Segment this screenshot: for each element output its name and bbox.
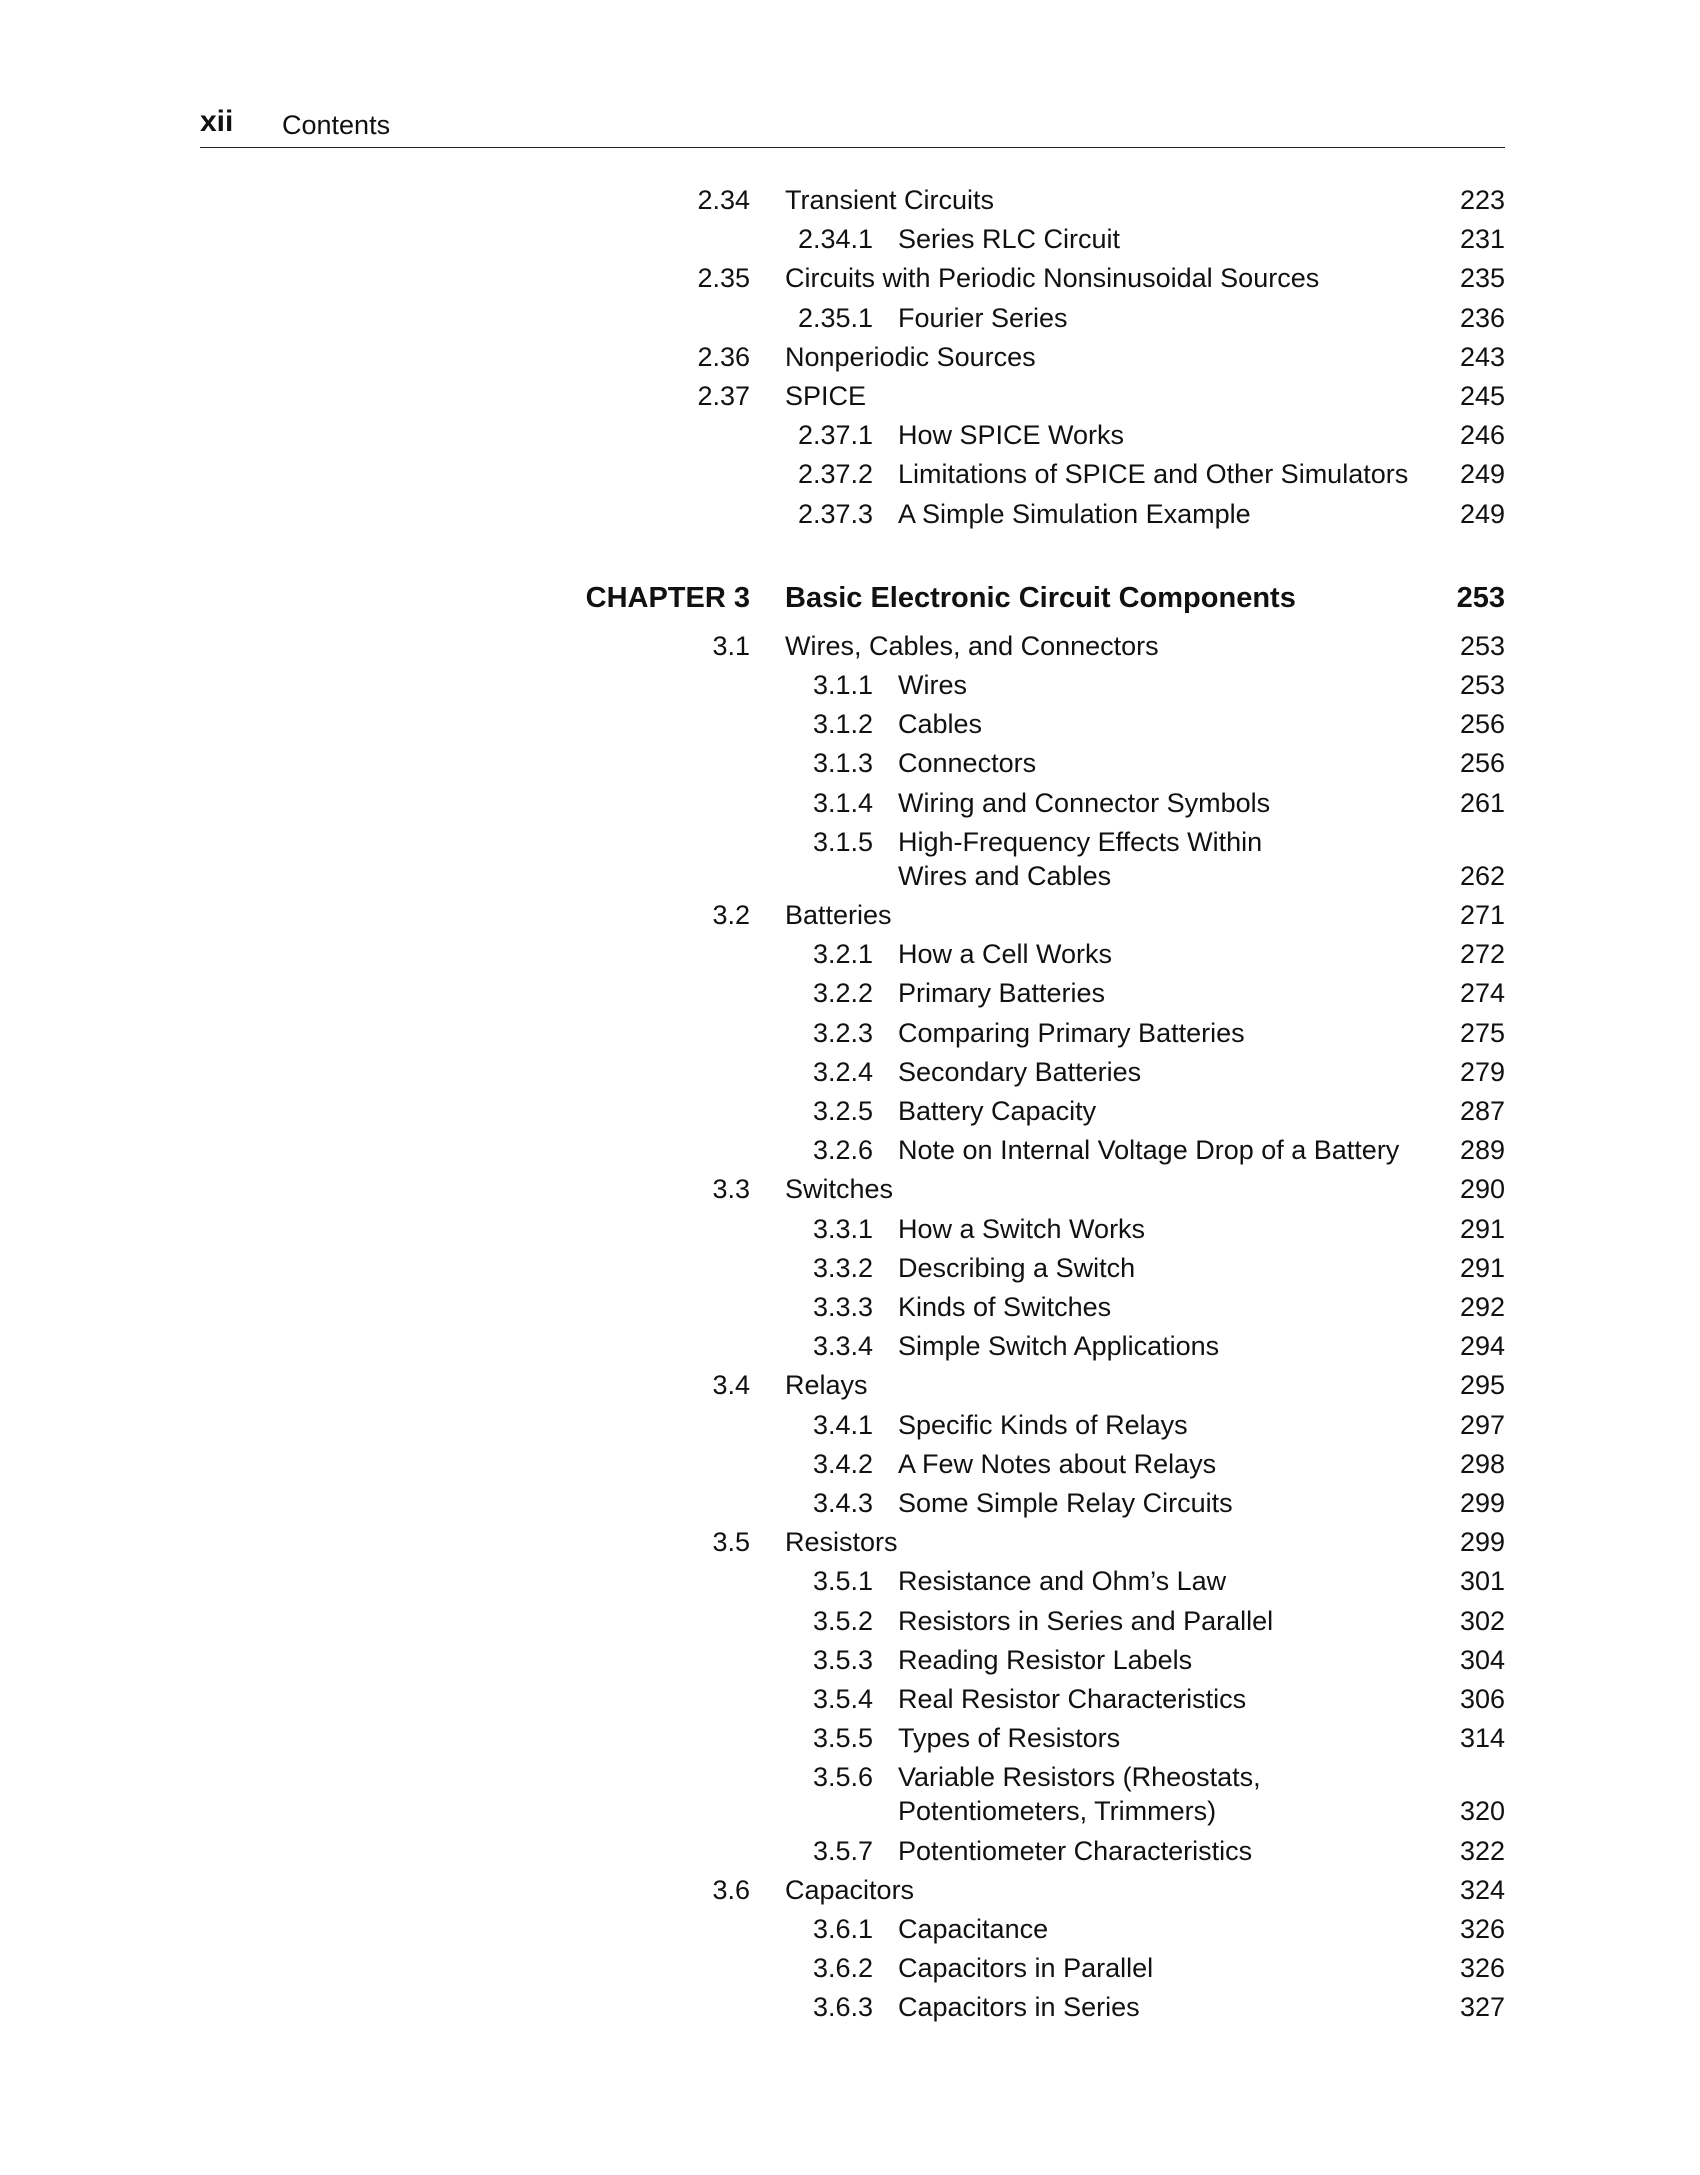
- toc-entry-title: [898, 707, 982, 741]
- toc-entry-title: [898, 1564, 1226, 1598]
- toc-entry-title: [898, 1055, 1141, 1089]
- toc-entry-number: 2.37.1: [798, 420, 874, 450]
- toc-entry-page: 262: [1459, 861, 1505, 891]
- toc-entry-title-line: Capacitors in Series: [898, 1992, 1140, 2022]
- toc-entry-page: 290: [1459, 1174, 1505, 1204]
- toc-entry-title-line: Note on Internal Voltage Drop of a Battery: [898, 1135, 1400, 1165]
- toc-entry-page: 297: [1459, 1410, 1505, 1440]
- toc-entry-title: [898, 1094, 1096, 1128]
- toc-entry-page: 272: [1459, 939, 1505, 969]
- toc-entry-number: 3.3.2: [813, 1253, 874, 1283]
- toc-entry-title-line: Limitations of SPICE and Other Simulators: [898, 459, 1409, 489]
- toc-entry-title-line: Specific Kinds of Relays: [898, 1410, 1188, 1440]
- toc-entry-page: 301: [1459, 1566, 1505, 1596]
- toc-entry-page: 231: [1459, 224, 1505, 254]
- toc-entry-title: [898, 976, 1105, 1010]
- toc-entry-number: 3.2: [712, 900, 750, 930]
- toc-entry-page: 324: [1459, 1875, 1505, 1905]
- toc-entry-title-line: Batteries: [785, 900, 892, 930]
- toc-entry-page: 289: [1459, 1135, 1505, 1165]
- toc-entry-title: [898, 825, 1262, 893]
- toc-entry-page: 287: [1459, 1096, 1505, 1126]
- toc-entry-number: 3.4.3: [813, 1488, 874, 1518]
- toc-entry-page: 253: [1459, 631, 1505, 661]
- toc-entry-title-line: Wires, Cables, and Connectors: [785, 631, 1159, 661]
- toc-entry-title: [785, 629, 1159, 663]
- toc-entry-title: [898, 1760, 1261, 1828]
- toc-entry-title-line: Describing a Switch: [898, 1253, 1136, 1283]
- toc-entry-number: 2.37: [697, 381, 750, 411]
- toc-entry-number: 3.2.5: [813, 1096, 874, 1126]
- toc-entry-title: [898, 497, 1251, 531]
- toc-entry-title: [898, 457, 1408, 491]
- toc-entry-title: [898, 1251, 1135, 1285]
- toc-entry-title: [898, 1329, 1219, 1363]
- toc-entry-number: 3.6.1: [813, 1914, 874, 1944]
- toc-entry-title: [898, 1721, 1120, 1755]
- toc-entry-title: [898, 1912, 1048, 1946]
- toc-entry-number: 2.34: [697, 185, 750, 215]
- toc-entry-number: 3.2.4: [813, 1057, 874, 1087]
- toc-entry-title: [785, 379, 866, 413]
- toc-entry-page: 243: [1459, 342, 1505, 372]
- toc-entry-title-line: Simple Switch Applications: [898, 1331, 1220, 1361]
- toc-entry-title-line: Types of Resistors: [898, 1723, 1121, 1753]
- toc-entry-title-line: How SPICE Works: [898, 420, 1125, 450]
- toc-entry-number: 3.5.4: [813, 1684, 874, 1714]
- toc-entry-title-line: Kinds of Switches: [898, 1292, 1112, 1322]
- toc-entry-page: 294: [1459, 1331, 1505, 1361]
- toc-entry-title-line: Capacitance: [898, 1914, 1049, 1944]
- toc-entry-number: 3.3.1: [813, 1214, 874, 1244]
- toc-entry-title-line: Potentiometers, Trimmers): [898, 1796, 1217, 1826]
- toc-entry-page: 274: [1459, 978, 1505, 1008]
- toc-entry-number: 3.6.2: [813, 1953, 874, 1983]
- toc-entry-number: 2.37.3: [798, 499, 874, 529]
- toc-entry-title: [898, 937, 1112, 971]
- toc-entry-title: [785, 898, 892, 932]
- toc-entry-title-line: Variable Resistors (Rheostats,: [898, 1762, 1261, 1792]
- toc-entry-title: [785, 261, 1319, 295]
- toc-entry-number: 3.5.1: [813, 1566, 874, 1596]
- toc-entry-number: 3.1.2: [813, 709, 874, 739]
- toc-entry-number: 3.5: [712, 1527, 750, 1557]
- toc-entry-page: 292: [1459, 1292, 1505, 1322]
- toc-entry-title-line: Fourier Series: [898, 303, 1068, 333]
- toc-entry-title-line: Basic Electronic Circuit Components: [785, 582, 1296, 614]
- toc-entry-number: 3.5.6: [813, 1762, 874, 1792]
- toc-entry-page: 253: [1456, 582, 1505, 614]
- toc-entry-title: [898, 1408, 1188, 1442]
- toc-entry-title-line: Transient Circuits: [785, 185, 995, 215]
- toc-entry-number: 3.3.3: [813, 1292, 874, 1322]
- toc-entry-page: 291: [1459, 1214, 1505, 1244]
- toc-entry-title: [898, 301, 1068, 335]
- toc-entry-title-line: Nonperiodic Sources: [785, 342, 1036, 372]
- toc-entry-number: CHAPTER 3: [585, 582, 750, 614]
- toc-entry-page: 223: [1459, 185, 1505, 215]
- toc-entry-number: 3.2.2: [813, 978, 874, 1008]
- toc-entry-page: 298: [1459, 1449, 1505, 1479]
- toc-entry-title-line: Wires and Cables: [898, 861, 1112, 891]
- toc-entry-number: 2.34.1: [798, 224, 874, 254]
- toc-entry-title: [785, 581, 1296, 615]
- toc-entry-title: [898, 1990, 1140, 2024]
- toc-entry-page: 326: [1459, 1953, 1505, 1983]
- toc-entry-page: 302: [1459, 1606, 1505, 1636]
- toc-entry-title-line: Battery Capacity: [898, 1096, 1097, 1126]
- toc-entry-title-line: Capacitors in Parallel: [898, 1953, 1154, 1983]
- toc-entry-number: 3.5.5: [813, 1723, 874, 1753]
- toc-entry-page: 236: [1459, 303, 1505, 333]
- toc-entry-title-line: A Simple Simulation Example: [898, 499, 1251, 529]
- toc-entry-title: [898, 1290, 1111, 1324]
- toc-entry-title-line: Resistors in Series and Parallel: [898, 1606, 1274, 1636]
- toc-entry-title: [898, 1643, 1192, 1677]
- toc-entry-page: 256: [1459, 709, 1505, 739]
- page-number: xii: [200, 105, 234, 138]
- toc-entry-title: [898, 1951, 1153, 1985]
- toc-entry-title-line: Resistance and Ohm’s Law: [898, 1566, 1227, 1596]
- toc-entry-page: 326: [1459, 1914, 1505, 1944]
- toc-entry-title: [898, 1604, 1273, 1638]
- toc-entry-title: [785, 1525, 898, 1559]
- toc-entry-title-line: How a Switch Works: [898, 1214, 1146, 1244]
- toc-entry-title: [898, 1016, 1245, 1050]
- toc-entry-title: [898, 1682, 1246, 1716]
- running-head: Contents: [282, 110, 391, 140]
- toc-entry-title: [898, 418, 1124, 452]
- toc-entry-page: 271: [1459, 900, 1505, 930]
- toc-entry-page: 256: [1459, 748, 1505, 778]
- toc-entry-title: [898, 222, 1120, 256]
- toc-entry-title: [898, 1486, 1233, 1520]
- toc-entry-number: 3.3: [712, 1174, 750, 1204]
- toc-entry-number: 3.1.4: [813, 788, 874, 818]
- toc-entry-title: [898, 1133, 1399, 1167]
- toc-entry-page: 279: [1459, 1057, 1505, 1087]
- toc-entry-page: 314: [1459, 1723, 1505, 1753]
- toc-entry-page: 246: [1459, 420, 1505, 450]
- toc-entry-title-line: Cables: [898, 709, 983, 739]
- toc-entry-title-line: Primary Batteries: [898, 978, 1106, 1008]
- toc-entry-number: 3.5.2: [813, 1606, 874, 1636]
- toc-entry-page: 306: [1459, 1684, 1505, 1714]
- toc-entry-page: 275: [1459, 1018, 1505, 1048]
- toc-entry-title: [785, 1873, 914, 1907]
- toc-entry-page: 304: [1459, 1645, 1505, 1675]
- toc-entry-title-line: Capacitors: [785, 1875, 915, 1905]
- toc-entry-number: 3.5.7: [813, 1836, 874, 1866]
- toc-entry-number: 3.6.3: [813, 1992, 874, 2022]
- toc-entry-page: 299: [1459, 1488, 1505, 1518]
- toc-entry-title-line: Resistors: [785, 1527, 898, 1557]
- toc-entry-number: 3.5.3: [813, 1645, 874, 1675]
- toc-entry-title-line: Reading Resistor Labels: [898, 1645, 1193, 1675]
- toc-entry-title-line: How a Cell Works: [898, 939, 1113, 969]
- toc-entry-title: [785, 1172, 893, 1206]
- toc-entry-title-line: Switches: [785, 1174, 894, 1204]
- toc-entry-page: 253: [1459, 670, 1505, 700]
- toc-entry-title: [898, 786, 1270, 820]
- toc-entry-page: 295: [1459, 1370, 1505, 1400]
- toc-entry-title: [898, 1447, 1216, 1481]
- toc-entry-title-line: Circuits with Periodic Nonsinusoidal Sources: [785, 263, 1320, 293]
- toc-entry-title-line: SPICE: [785, 381, 867, 411]
- toc-entry-number: 3.2.6: [813, 1135, 874, 1165]
- toc-entry-page: 299: [1459, 1527, 1505, 1557]
- toc-entry-title: [898, 1212, 1145, 1246]
- toc-entry-number: 3.4.1: [813, 1410, 874, 1440]
- toc-entry-page: 249: [1459, 459, 1505, 489]
- toc-entry-number: 2.36: [697, 342, 750, 372]
- toc-entry-page: 249: [1459, 499, 1505, 529]
- toc-entry-title-line: Relays: [785, 1370, 868, 1400]
- toc-entry-page: 235: [1459, 263, 1505, 293]
- toc-entry-title: [785, 340, 1036, 374]
- toc-entry-title-line: Some Simple Relay Circuits: [898, 1488, 1233, 1518]
- toc-entry-number: 3.6: [712, 1875, 750, 1905]
- toc-entry-title: [898, 668, 967, 702]
- toc-entry-page: 291: [1459, 1253, 1505, 1283]
- toc-entry-title: [785, 1368, 868, 1402]
- toc-entry-number: 2.35: [697, 263, 750, 293]
- toc-entry-title-line: Secondary Batteries: [898, 1057, 1142, 1087]
- toc-entry-title-line: Series RLC Circuit: [898, 224, 1121, 254]
- toc-entry-title: [898, 746, 1036, 780]
- toc-entry-title-line: Wires: [898, 670, 967, 700]
- toc-entry-title-line: A Few Notes about Relays: [898, 1449, 1217, 1479]
- toc-entry-title-line: Connectors: [898, 748, 1037, 778]
- toc-entry-title-line: Comparing Primary Batteries: [898, 1018, 1245, 1048]
- toc-entry-title: [898, 1834, 1252, 1868]
- toc-entry-number: 3.1: [712, 631, 750, 661]
- toc-entry-title: [785, 183, 994, 217]
- toc-entry-number: 3.4.2: [813, 1449, 874, 1479]
- toc-entry-number: 3.3.4: [813, 1331, 874, 1361]
- toc-entry-number: 3.4: [712, 1370, 750, 1400]
- toc-entry-page: 261: [1459, 788, 1505, 818]
- toc-entry-page: 245: [1459, 381, 1505, 411]
- toc-entry-number: 3.1.1: [813, 670, 874, 700]
- toc-entry-title-line: Potentiometer Characteristics: [898, 1836, 1253, 1866]
- toc-entry-page: 322: [1459, 1836, 1505, 1866]
- toc-entry-number: 3.2.1: [813, 939, 874, 969]
- toc-entry-number: 2.35.1: [798, 303, 874, 333]
- toc-entry-title-line: Real Resistor Characteristics: [898, 1684, 1247, 1714]
- toc-entry-page: 327: [1459, 1992, 1505, 2022]
- toc-entry-number: 3.2.3: [813, 1018, 874, 1048]
- toc-entry-number: 2.37.2: [798, 459, 874, 489]
- toc-entry-title-line: Wiring and Connector Symbols: [898, 788, 1271, 818]
- toc-entry-title-line: High-Frequency Effects Within: [898, 827, 1263, 857]
- toc-entry-number: 3.1.5: [813, 827, 874, 857]
- toc-entry-page: 320: [1459, 1796, 1505, 1826]
- toc-entry-number: 3.1.3: [813, 748, 874, 778]
